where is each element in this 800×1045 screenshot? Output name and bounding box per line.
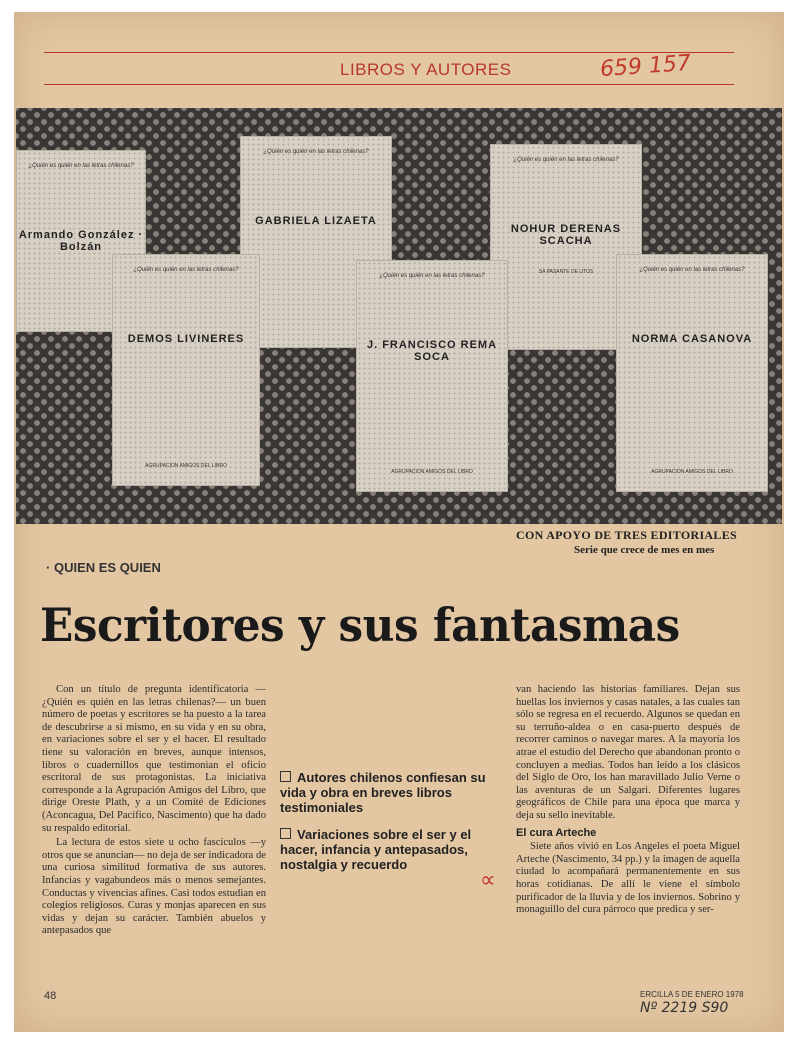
article-paragraph: van haciendo las historias familiares. Dejan sus huellas los inviernos y casas natales, a las cuales tan sólo se regresa en el recuerdo. Algunos se quedan en su terruño-aldea o en casa-puerto después de recorrer caminos o navegar mares. A la mayoría los atrae el estudio del Derecho que abandonan pronto o concluyen a medias. Todos han leído a los clásicos del Siglo de Oro, los han maravillado Julio Verne o las aventuras de un Salgari. Diferentes lugares geográficos de Chile para una época que marca y deja su sello inevitable. — [516, 684, 740, 821]
book-series: ¿Quién es quién en las letras chilenas? — [379, 273, 485, 279]
article-subhead: El cura Arteche — [516, 826, 597, 839]
pull-quote — [280, 770, 500, 815]
archive-code: Nº 2219 S90 — [640, 1000, 729, 1016]
footer-date: ERCILLA 5 DE ENERO 1978 — [640, 990, 744, 999]
article-column-left — [42, 684, 266, 940]
book-publisher: SA PASANTE DE UTOS — [538, 269, 594, 275]
kicker-text: QUIEN ES QUIEN — [53, 560, 161, 575]
article-paragraph: Siete años vivió en Los Angeles el poeta Miguel Arteche (Nascimento, 34 pp.) y la imagen de aquella ciudad lo acompañará permanentemente en sus horas cotidianas. De allí le viene el símbolo purificador de la lluvia y de los inviernos. Sobrino y monaguillo del cura párroco que predica y ser- — [516, 841, 740, 916]
book-publisher: AGRUPACION AMIGOS DEL LIBRO — [391, 469, 473, 475]
page-number: 48 — [44, 990, 57, 1002]
book-cover — [112, 254, 260, 486]
book-author: NOHUR DERENAS SCACHA — [510, 223, 622, 247]
pull-quote-text: Variaciones sobre el ser y el hacer, infancia y antepasados, nostalgia y recuerdo — [280, 827, 472, 872]
article-headline: Escritores y sus fantasmas — [40, 598, 680, 652]
book-series: ¿Quién es quién en las letras chilenas? — [133, 267, 239, 273]
article-paragraph: La lectura de estos siete u ocho fascículos —y otros que se anuncian— no deja de ser indicadora de una curiosa similitud formativa de sus autores. Infancias y vagabundeos más o menos semejantes. Conductas y vivencias afines. Casi todos estudian en colegios religiosos. Curas y monjas aparecen en sus vidas y dejan su carácter. También abuelos y antepasados que — [42, 837, 266, 937]
checkbox-icon — [280, 771, 291, 782]
article-kicker: · QUIEN ES QUIEN — [46, 560, 161, 575]
pull-quotes — [280, 770, 500, 884]
article-column-right — [516, 684, 740, 919]
book-author: DEMOS LIVINERES — [127, 333, 245, 345]
checkbox-icon — [280, 828, 291, 839]
book-author: NORMA CASANOVA — [631, 333, 753, 345]
book-author: Armando González · Bolzán — [18, 229, 144, 253]
book-publisher: AGRUPACION AMIGOS DEL LIBRO — [651, 469, 733, 475]
header-rule-bottom — [44, 84, 734, 85]
book-cover — [616, 254, 768, 492]
pull-quote — [280, 827, 500, 872]
book-series: ¿Quién es quién en las letras chilenas? — [513, 157, 619, 163]
caption-subtitle: Serie que crece de mes en mes — [574, 544, 715, 556]
handwritten-mark: ∝ — [480, 868, 496, 893]
book-cover — [356, 260, 508, 492]
book-series: ¿Quién es quién en las letras chilenas? — [263, 149, 369, 155]
book-author: GABRIELA LIZAETA — [255, 215, 377, 227]
header-rule-top — [44, 52, 734, 53]
book-author: J. FRANCISCO REMA SOCA — [366, 339, 498, 363]
book-series: ¿Quién es quién en las letras chilenas? — [639, 267, 745, 273]
caption-title: CON APOYO DE TRES EDITORIALES — [516, 528, 737, 542]
book-publisher: AGRUPACION AMIGOS DEL LIBRO — [145, 463, 227, 469]
article-paragraph: Con un título de pregunta identificatoria —¿Quién es quién en las letras chilenas?— un buen número de poetas y escritores se ha puesto a la tarea de descubrirse a sí mismo, en su vida y en su obra, en variaciones sobre el ser y el hacer. El resultado tiene su valoración en breves, aunque intensos, libros o cuadernillos que testimonian el oficio escritoral de sus protagonistas. La iniciativa corresponde a la Agrupación Amigos del Libro, que dirige Oreste Plath, y a un Comité de Ediciones (Aconcagua, Del Pacífico, Nascimento) que ha dado su respaldo editorial. — [42, 684, 266, 834]
book-covers-photo — [16, 108, 782, 524]
pull-quote-text: Autores chilenos confiesan su vida y obra en breves libros testimoniales — [280, 770, 486, 815]
section-label: LIBROS Y AUTORES — [340, 60, 512, 79]
book-series: ¿Quién es quién en las letras chilenas? — [28, 163, 134, 169]
handwritten-code: 659 157 — [599, 50, 692, 83]
